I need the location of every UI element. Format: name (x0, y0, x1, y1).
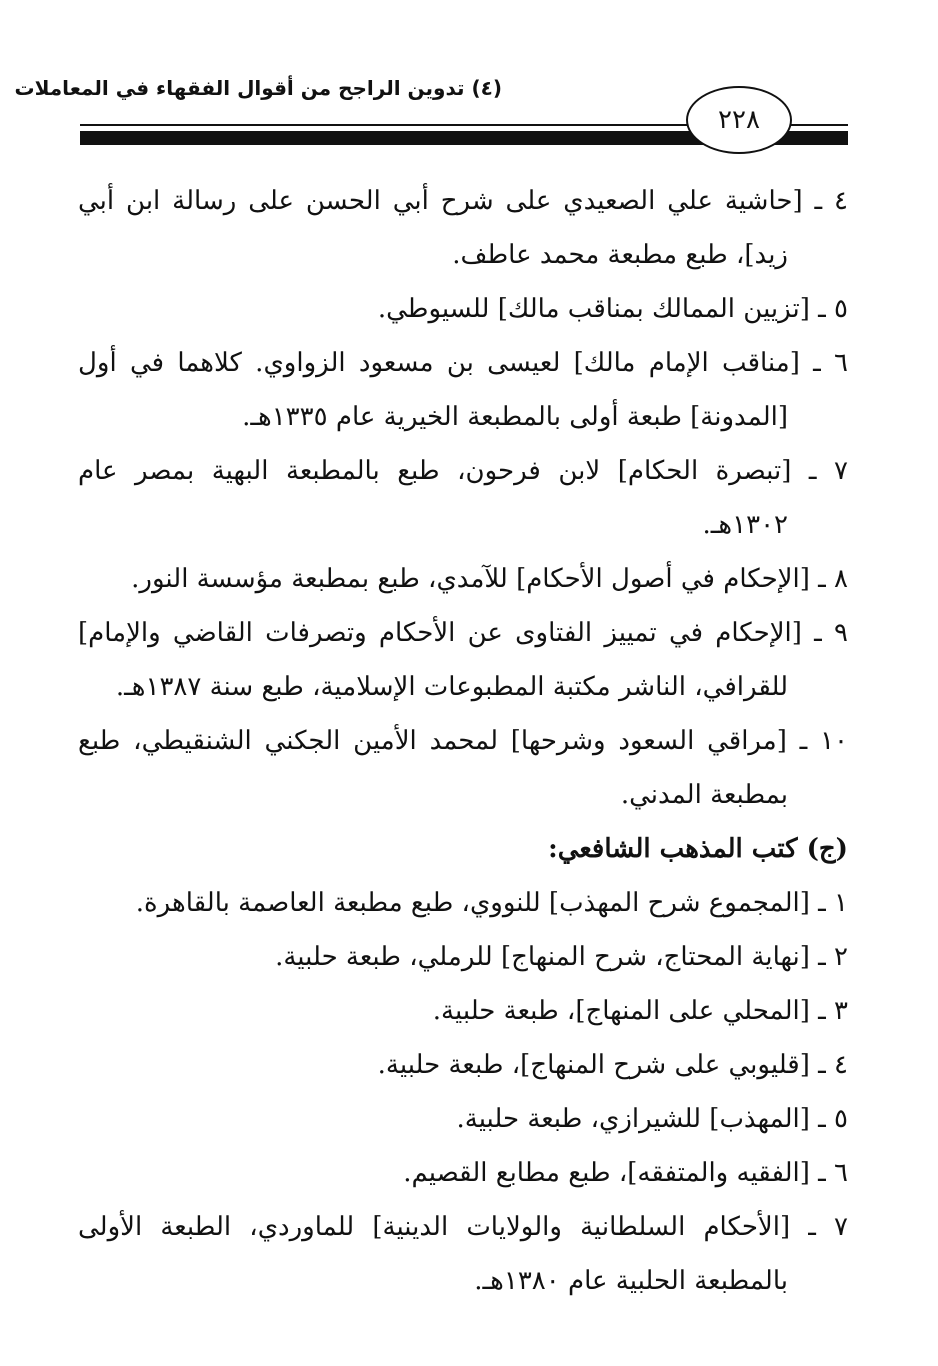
page-body (78, 174, 848, 1308)
text-line: بمطبعة المدني. (620, 780, 788, 810)
text-line: ٦ ـ [مناقب الإمام مالك] لعيسى بن مسعود الزواوي. كلاهما في أول (78, 348, 848, 378)
text-line: ٢ ـ [نهاية المحتاج، شرح المنهاج] للرملي، طبعة حلبية. (275, 942, 848, 972)
text-line: ٧ ـ [الأحكام السلطانية والولايات الدينية] للماوردي، الطبعة الأولى (78, 1212, 848, 1242)
text-line: ٥ ـ [المهذب] للشيرازي، طبعة حلبية. (456, 1104, 848, 1134)
text-line: زيد]، طبع مطبعة محمد عاطف. (452, 240, 788, 270)
text-line: بالمطبعة الحلبية عام ١٣٨٠هـ. (474, 1266, 788, 1296)
text-line: ٣ ـ [المحلي على المنهاج]، طبعة حلبية. (432, 996, 848, 1026)
page-number: ٢٢٨ (686, 86, 792, 154)
text-line: للقرافي، الناشر مكتبة المطبوعات الإسلامية، طبع سنة ١٣٨٧هـ. (115, 672, 788, 702)
text-line: ١٠ ـ [مراقي السعود وشرحها] لمحمد الأمين الجكني الشنقيطي، طبع (78, 726, 848, 756)
text-line: ٧ ـ [تبصرة الحكام] لابن فرحون، طبع بالمطبعة البهية بمصر عام (78, 456, 848, 486)
section-heading: (ج) كتب المذهب الشافعي: (548, 834, 848, 864)
running-title: (٤) تدوين الراجح من أقوال الفقهاء في المعاملات (14, 76, 502, 100)
text-line: ٩ ـ [الإحكام في تمييز الفتاوى عن الأحكام وتصرفات القاضي والإمام] (78, 618, 848, 648)
text-line: ٤ ـ [حاشية علي الصعيدي على شرح أبي الحسن على رسالة ابن أبي (78, 186, 848, 216)
page-header (0, 0, 938, 160)
text-line: ١٣٠٢هـ. (702, 510, 788, 540)
text-line: ٥ ـ [تزيين الممالك بمناقب مالك] للسيوطي. (377, 294, 848, 324)
text-line: ٨ ـ [الإحكام في أصول الأحكام] للآمدي، طبع بمطبعة مؤسسة النور. (131, 564, 848, 594)
header-rule-thin (80, 124, 688, 126)
text-line: ١ ـ [المجموع شرح المهذب] للنووي، طبع مطبعة العاصمة بالقاهرة. (135, 888, 848, 918)
header-rule-thin-right (790, 124, 848, 126)
text-line: ٤ ـ [قليوبي على شرح المنهاج]، طبعة حلبية. (377, 1050, 848, 1080)
text-line: [المدونة] طبعة أولى بالمطبعة الخيرية عام ١٣٣٥هـ. (242, 402, 788, 432)
text-line: ٦ ـ [الفقيه والمتفقه]، طبع مطابع القصيم. (403, 1158, 848, 1188)
